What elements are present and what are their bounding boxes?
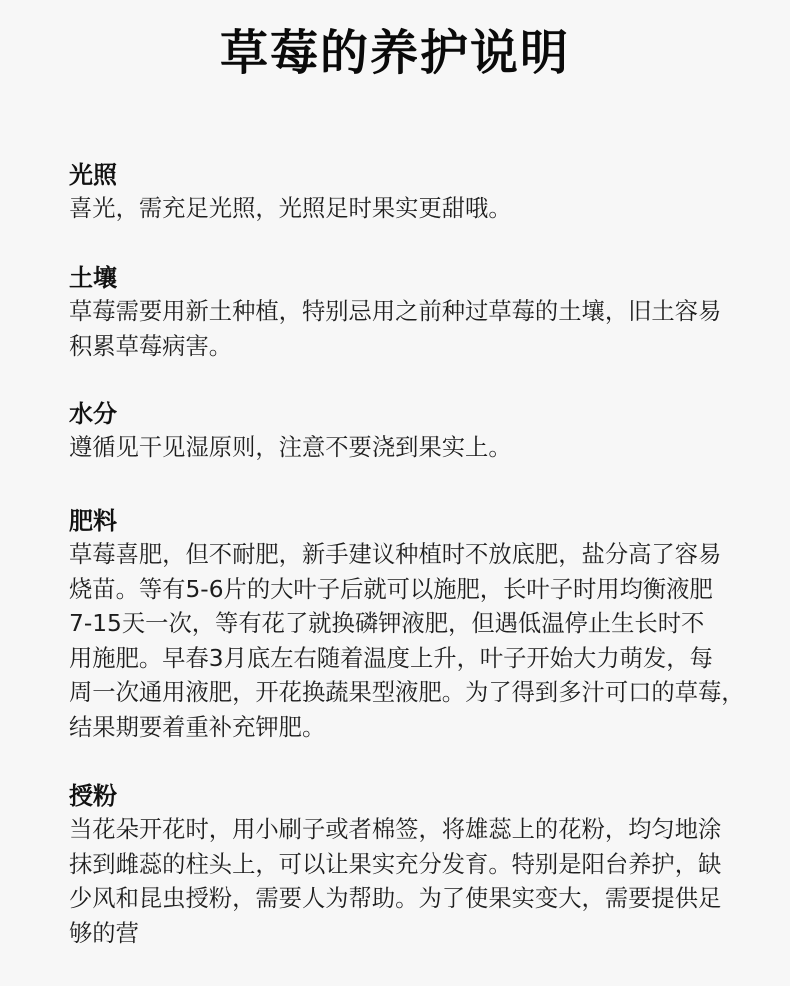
body-line: 草莓需要用新土种植，特别忌用之前种过草莓的土壤，旧土容易 <box>69 298 722 325</box>
body-line: 积累草莓病害。 <box>69 332 233 360</box>
section-body <box>69 431 759 466</box>
section-water <box>69 399 759 466</box>
body-line: 7-15天一次，等有花了就换磷钾液肥，但遇低温停止生长时不 <box>69 610 705 637</box>
section-body <box>69 538 759 745</box>
section-heading: 授粉 <box>69 782 117 810</box>
section-heading: 肥料 <box>69 507 117 535</box>
body-line: 遵循见干见湿原则，注意不要浇到果实上。 <box>69 434 512 461</box>
section-body <box>69 295 759 364</box>
section-heading: 水分 <box>69 400 117 428</box>
body-line: 少风和昆虫授粉，需要人为帮助。为了使果实变大，需要提供足 <box>69 885 722 912</box>
section-pollination <box>69 781 759 951</box>
section-heading: 光照 <box>69 161 117 189</box>
section-fertilizer <box>69 506 759 745</box>
body-line: 够的营 <box>69 919 139 947</box>
section-heading: 土壤 <box>69 264 117 292</box>
section-body <box>69 192 759 227</box>
body-line: 草莓喜肥，但不耐肥，新手建议种植时不放底肥，盐分高了容易 <box>69 541 722 568</box>
section-light <box>69 160 759 227</box>
body-line: 喜光，需充足光照，光照足时果实更甜哦。 <box>69 195 512 222</box>
body-line: 当花朵开花时，用小刷子或者棉签，将雄蕊上的花粉，均匀地涂 <box>69 816 722 843</box>
body-line: 结果期要着重补充钾肥。 <box>69 713 326 741</box>
section-body <box>69 813 759 951</box>
body-line: 烧苗。等有5-6片的大叶子后就可以施肥，长叶子时用均衡液肥 <box>69 575 713 603</box>
section-soil <box>69 263 759 364</box>
body-line: 用施肥。早春3月底左右随着温度上升，叶子开始大力萌发，每 <box>69 644 713 672</box>
body-line: 抹到雌蕊的柱头上，可以让果实充分发育。特别是阳台养护，缺 <box>69 850 722 878</box>
body-line: 周一次通用液肥，开花换蔬果型液肥。为了得到多汁可口的草莓， <box>69 679 745 706</box>
page-title: 草莓的养护说明 <box>219 25 570 81</box>
